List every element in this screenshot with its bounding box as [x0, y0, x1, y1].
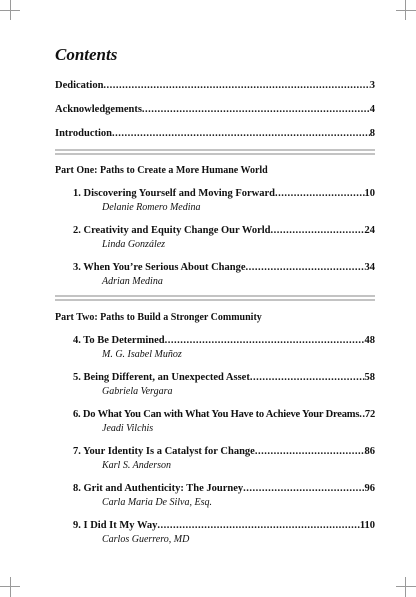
leader-dots: [275, 187, 364, 201]
crop-mark-bottom-left-h: [0, 586, 20, 587]
page-title: Contents: [55, 45, 118, 64]
toc-entry-page: 96: [364, 483, 375, 494]
crop-mark-bottom-left-v: [10, 577, 11, 597]
toc-entry-page: 72: [364, 409, 375, 420]
chapter-author: Adrian Medina: [102, 276, 163, 287]
part-heading: Part Two: Paths to Build a Stronger Community: [55, 312, 262, 323]
toc-entry-label: 8. Grit and Authenticity: The Journey: [73, 483, 244, 494]
toc-entry-page: 86: [364, 446, 375, 457]
toc-entry-page: 3: [369, 80, 375, 91]
toc-entry-chapter-8[interactable]: [73, 482, 375, 496]
crop-mark-top-left-h: [0, 10, 20, 11]
toc-entry-chapter-2[interactable]: [73, 224, 375, 238]
toc-entry-label: Introduction: [55, 128, 112, 139]
chapter-author: Delanie Romero Medina: [102, 202, 201, 213]
leader-dots: [112, 127, 370, 141]
crop-mark-bottom-right-v: [405, 577, 406, 597]
toc-entry-label: 2. Creativity and Equity Change Our World: [73, 225, 271, 236]
leader-dots: [255, 445, 365, 459]
toc-entry-dedication[interactable]: [55, 79, 375, 93]
leader-dots: [142, 103, 370, 117]
crop-mark-bottom-right-h: [396, 586, 416, 587]
chapter-author: Jeadi Vilchis: [102, 423, 154, 434]
toc-entry-label: 7. Your Identity Is a Catalyst for Change: [73, 446, 255, 457]
chapter-author: Gabriela Vergara: [102, 386, 173, 397]
crop-mark-top-right-h: [396, 10, 416, 11]
leader-dots: [165, 334, 365, 348]
leader-dots: [250, 371, 365, 385]
toc-entry-chapter-9[interactable]: [73, 519, 375, 533]
toc-entry-chapter-5[interactable]: [73, 371, 375, 385]
chapter-author: Carla Maria De Silva, Esq.: [102, 497, 212, 508]
leader-dots: [103, 79, 369, 93]
toc-entry-acknowledgements[interactable]: [55, 103, 375, 117]
leader-dots: [271, 224, 365, 238]
toc-entry-label: 3. When You’re Serious About Change: [73, 262, 246, 273]
toc-entry-chapter-6[interactable]: [73, 408, 375, 422]
chapter-author: Karl S. Anderson: [102, 460, 171, 471]
leader-dots: [157, 519, 359, 533]
toc-entry-label: 5. Being Different, an Unexpected Asset: [73, 372, 250, 383]
toc-entry-chapter-7[interactable]: [73, 445, 375, 459]
toc-entry-introduction[interactable]: [55, 127, 375, 141]
toc-entry-page: 110: [359, 520, 375, 531]
toc-entry-label: 1. Discovering Yourself and Moving Forward: [73, 188, 276, 199]
toc-entry-page: 58: [364, 372, 375, 383]
toc-entry-page: 4: [369, 104, 375, 115]
toc-entry-page: 34: [364, 262, 375, 273]
toc-entry-label: 6. Do What You Can with What You Have to Achieve Your Dreams: [73, 409, 360, 420]
chapter-author: M. G. Isabel Muñoz: [102, 349, 182, 360]
toc-entry-label: 9. I Did It My Way: [73, 520, 158, 531]
leader-dots: [246, 261, 365, 275]
toc-entry-chapter-3[interactable]: [73, 261, 375, 275]
toc-entry-page: 10: [364, 188, 375, 199]
toc-entry-label: Dedication: [55, 80, 104, 91]
toc-entry-page: 48: [364, 335, 375, 346]
toc-entry-page: 8: [369, 128, 375, 139]
toc-entry-chapter-1[interactable]: [73, 187, 375, 201]
chapter-author: Carlos Guerrero, MD: [102, 534, 190, 545]
toc-entry-chapter-4[interactable]: [73, 334, 375, 348]
leader-dots: [243, 482, 364, 496]
toc-entry-label: 4. To Be Determined: [73, 335, 165, 346]
toc-entry-label: Acknowledgements: [55, 104, 142, 115]
toc-entry-page: 24: [364, 225, 375, 236]
part-heading: Part One: Paths to Create a More Humane World: [55, 165, 268, 176]
chapter-author: Linda González: [102, 239, 166, 250]
